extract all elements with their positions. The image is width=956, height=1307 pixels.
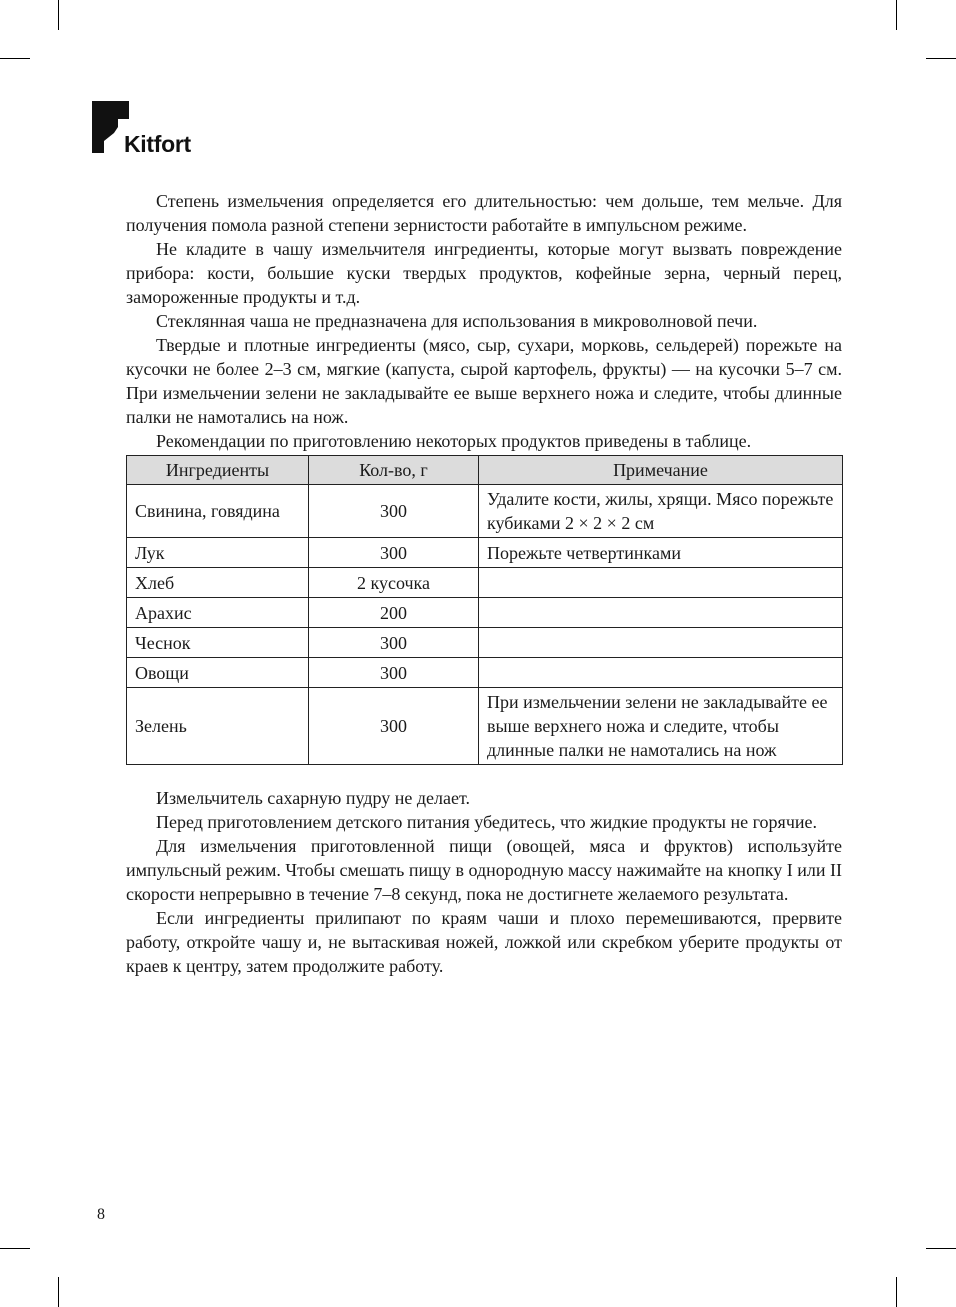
table-row bbox=[127, 598, 843, 628]
crop-mark bbox=[0, 58, 30, 59]
quantity-cell: 300 bbox=[309, 688, 479, 765]
ingredient-cell: Арахис bbox=[127, 598, 309, 628]
crop-mark bbox=[0, 1248, 30, 1249]
table-row bbox=[127, 538, 843, 568]
note-cell: Порежьте четвертинками bbox=[479, 538, 843, 568]
quantity-cell: 2 кусочка bbox=[309, 568, 479, 598]
note-cell: При измельчении зелени не закладывайте ее выше верхнего ножа и следите, чтобы длинные палки не намотались на нож bbox=[479, 688, 843, 765]
table-row bbox=[127, 688, 843, 765]
page-number: 8 bbox=[97, 1206, 105, 1223]
paragraph: Стеклянная чаша не предназначена для использования в микроволновой печи. bbox=[156, 311, 758, 331]
quantity-cell: 300 bbox=[309, 538, 479, 568]
column-header-quantity: Кол-во, г bbox=[309, 456, 479, 485]
ingredient-cell: Овощи bbox=[127, 658, 309, 688]
crop-mark bbox=[58, 1277, 59, 1307]
column-header-note: Примечание bbox=[479, 456, 843, 485]
ingredient-cell: Лук bbox=[127, 538, 309, 568]
table-row bbox=[127, 485, 843, 538]
paragraph: Рекомендации по приготовлению некоторых продуктов приведены в таблице. bbox=[156, 431, 752, 451]
column-header-ingredients: Ингредиенты bbox=[127, 456, 309, 485]
crop-mark bbox=[926, 1248, 956, 1249]
paragraph: Твердые и плотные ингредиенты (мясо, сыр, сухари, морковь, сельдерей) порежьте на кусочки не более 2–3 см, мягкие (капуста, сырой картофель, фрукты) — на кусочки 5–7 см. При измельчении зелени не закладывайте ее выше верхнего ножа и следите, чтобы длинные палки не намотались на нож. bbox=[126, 335, 842, 427]
paragraph: Если ингредиенты прилипают по краям чаши и плохо перемешиваются, прервите работу, откройте чашу и, не вытаскивая ножей, ложкой или скребком уберите продукты от краев к центру, затем продолжите работу. bbox=[126, 908, 842, 976]
table-row bbox=[127, 628, 843, 658]
quantity-cell: 300 bbox=[309, 628, 479, 658]
table-row bbox=[127, 568, 843, 598]
brand-name: Kitfort bbox=[124, 131, 191, 157]
quantity-cell: 300 bbox=[309, 485, 479, 538]
paragraph: Измельчитель сахарную пудру не делает. bbox=[156, 788, 470, 808]
table-row bbox=[127, 658, 843, 688]
ingredient-cell: Свинина, говядина bbox=[127, 485, 309, 538]
quantity-cell: 300 bbox=[309, 658, 479, 688]
paragraph: Перед приготовлением детского питания убедитесь, что жидкие продукты не горячие. bbox=[156, 812, 817, 832]
crop-mark bbox=[896, 1277, 897, 1307]
intro-section bbox=[126, 189, 842, 453]
paragraph: Для измельчения приготовленной пищи (овощей, мяса и фруктов) используйте импульсный режим. Чтобы смешать пищу в однородную массу нажимайте на кнопку I или II скорости непрерывно в течение 7–8 секунд, пока не достигнете желаемого результата. bbox=[126, 836, 842, 904]
page-content bbox=[126, 189, 842, 978]
crop-mark bbox=[896, 0, 897, 30]
note-cell: Удалите кости, жилы, хрящи. Мясо порежьте кубиками 2 × 2 × 2 см bbox=[479, 485, 843, 538]
recipes-table bbox=[126, 455, 843, 765]
crop-mark bbox=[58, 0, 59, 30]
quantity-cell: 200 bbox=[309, 598, 479, 628]
ingredient-cell: Чеснок bbox=[127, 628, 309, 658]
note-cell bbox=[479, 568, 843, 598]
note-cell bbox=[479, 658, 843, 688]
table-header-row bbox=[127, 456, 843, 485]
paragraph: Степень измельчения определяется его длительностью: чем дольше, тем мельче. Для получения помола разной степени зернистости работайте в импульсном режиме. bbox=[126, 191, 842, 235]
crop-mark bbox=[926, 58, 956, 59]
note-cell bbox=[479, 628, 843, 658]
ingredient-cell: Хлеб bbox=[127, 568, 309, 598]
paragraph: Не кладите в чашу измельчителя ингредиенты, которые могут вызвать повреждение прибора: кости, большие куски твердых продуктов, кофейные зерна, черный перец, замороженные продукты и т.д. bbox=[126, 239, 842, 307]
note-cell bbox=[479, 598, 843, 628]
ingredient-cell: Зелень bbox=[127, 688, 309, 765]
outro-section bbox=[126, 786, 842, 978]
